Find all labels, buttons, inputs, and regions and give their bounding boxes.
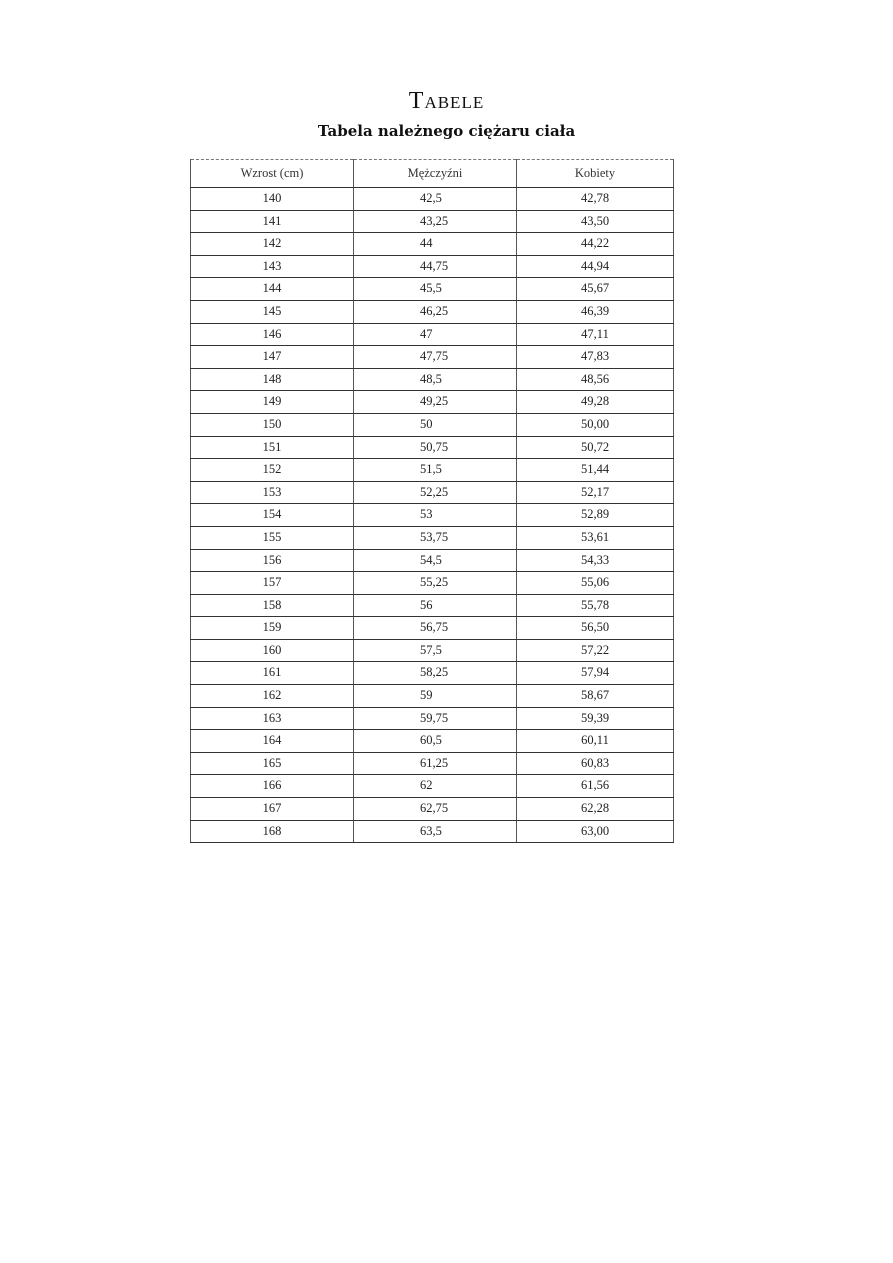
cell-height: 150 [191, 413, 354, 436]
cell-women: 52,17 [517, 481, 674, 504]
page-title: Tabele [408, 88, 485, 114]
cell-height: 165 [191, 752, 354, 775]
cell-men: 53,75 [354, 526, 517, 549]
cell-men: 53 [354, 504, 517, 527]
cell-women: 42,78 [517, 188, 674, 211]
cell-height: 167 [191, 798, 354, 821]
cell-women: 53,61 [517, 526, 674, 549]
cell-men: 59 [354, 685, 517, 708]
table-row [191, 278, 674, 301]
cell-height: 140 [191, 188, 354, 211]
cell-women: 57,94 [517, 662, 674, 685]
cell-height: 161 [191, 662, 354, 685]
cell-men: 54,5 [354, 549, 517, 572]
table-row [191, 707, 674, 730]
table-row [191, 820, 674, 843]
cell-height: 158 [191, 594, 354, 617]
cell-men: 47,75 [354, 346, 517, 369]
cell-men: 50,75 [354, 436, 517, 459]
table-row [191, 413, 674, 436]
table-row [191, 798, 674, 821]
cell-men: 43,25 [354, 210, 517, 233]
cell-women: 58,67 [517, 685, 674, 708]
cell-women: 50,72 [517, 436, 674, 459]
table-row [191, 504, 674, 527]
table-row [191, 255, 674, 278]
table-row [191, 594, 674, 617]
cell-height: 145 [191, 300, 354, 323]
cell-women: 44,22 [517, 233, 674, 256]
table-row [191, 233, 674, 256]
cell-women: 60,83 [517, 752, 674, 775]
cell-height: 162 [191, 685, 354, 708]
cell-women: 47,11 [517, 323, 674, 346]
table-row [191, 459, 674, 482]
cell-men: 60,5 [354, 730, 517, 753]
table-header-row [191, 160, 674, 188]
table-row [191, 549, 674, 572]
cell-height: 142 [191, 233, 354, 256]
cell-men: 42,5 [354, 188, 517, 211]
cell-women: 60,11 [517, 730, 674, 753]
header-height: Wzrost (cm) [191, 160, 354, 188]
cell-men: 57,5 [354, 639, 517, 662]
header-men: Mężczyźni [354, 160, 517, 188]
cell-men: 50 [354, 413, 517, 436]
cell-height: 159 [191, 617, 354, 640]
cell-men: 51,5 [354, 459, 517, 482]
cell-men: 62 [354, 775, 517, 798]
cell-height: 166 [191, 775, 354, 798]
cell-men: 56,75 [354, 617, 517, 640]
cell-men: 55,25 [354, 572, 517, 595]
cell-women: 52,89 [517, 504, 674, 527]
cell-height: 152 [191, 459, 354, 482]
cell-women: 54,33 [517, 549, 674, 572]
cell-women: 50,00 [517, 413, 674, 436]
table-row [191, 662, 674, 685]
cell-men: 48,5 [354, 368, 517, 391]
table-row [191, 210, 674, 233]
cell-height: 151 [191, 436, 354, 459]
cell-women: 57,22 [517, 639, 674, 662]
table-title: Tabela należnego ciężaru ciała [317, 122, 576, 140]
table-row [191, 368, 674, 391]
cell-height: 148 [191, 368, 354, 391]
cell-men: 52,25 [354, 481, 517, 504]
cell-height: 141 [191, 210, 354, 233]
cell-men: 47 [354, 323, 517, 346]
table-row [191, 481, 674, 504]
cell-height: 156 [191, 549, 354, 572]
table-row [191, 752, 674, 775]
table-row [191, 300, 674, 323]
table-row [191, 436, 674, 459]
table-row [191, 346, 674, 369]
cell-height: 154 [191, 504, 354, 527]
cell-men: 46,25 [354, 300, 517, 323]
cell-women: 43,50 [517, 210, 674, 233]
cell-height: 144 [191, 278, 354, 301]
table-row [191, 775, 674, 798]
table-row [191, 730, 674, 753]
cell-men: 58,25 [354, 662, 517, 685]
cell-height: 163 [191, 707, 354, 730]
cell-height: 147 [191, 346, 354, 369]
cell-women: 48,56 [517, 368, 674, 391]
cell-women: 45,67 [517, 278, 674, 301]
cell-women: 55,78 [517, 594, 674, 617]
cell-women: 59,39 [517, 707, 674, 730]
table-row [191, 323, 674, 346]
cell-women: 63,00 [517, 820, 674, 843]
weight-table [190, 159, 674, 843]
cell-height: 146 [191, 323, 354, 346]
table-body [191, 188, 674, 843]
table-row [191, 188, 674, 211]
cell-height: 143 [191, 255, 354, 278]
cell-height: 164 [191, 730, 354, 753]
cell-height: 153 [191, 481, 354, 504]
cell-men: 61,25 [354, 752, 517, 775]
table-row [191, 526, 674, 549]
cell-women: 44,94 [517, 255, 674, 278]
cell-women: 62,28 [517, 798, 674, 821]
cell-women: 46,39 [517, 300, 674, 323]
cell-height: 160 [191, 639, 354, 662]
cell-men: 44 [354, 233, 517, 256]
table-row [191, 617, 674, 640]
table-row [191, 685, 674, 708]
table-row [191, 639, 674, 662]
cell-height: 157 [191, 572, 354, 595]
header-women: Kobiety [517, 160, 674, 188]
table-row [191, 391, 674, 414]
cell-men: 63,5 [354, 820, 517, 843]
cell-women: 55,06 [517, 572, 674, 595]
cell-women: 47,83 [517, 346, 674, 369]
cell-height: 155 [191, 526, 354, 549]
cell-men: 49,25 [354, 391, 517, 414]
cell-women: 51,44 [517, 459, 674, 482]
cell-women: 61,56 [517, 775, 674, 798]
cell-height: 149 [191, 391, 354, 414]
cell-men: 56 [354, 594, 517, 617]
cell-men: 59,75 [354, 707, 517, 730]
cell-height: 168 [191, 820, 354, 843]
cell-men: 44,75 [354, 255, 517, 278]
cell-men: 62,75 [354, 798, 517, 821]
cell-men: 45,5 [354, 278, 517, 301]
table-row [191, 572, 674, 595]
cell-women: 56,50 [517, 617, 674, 640]
cell-women: 49,28 [517, 391, 674, 414]
